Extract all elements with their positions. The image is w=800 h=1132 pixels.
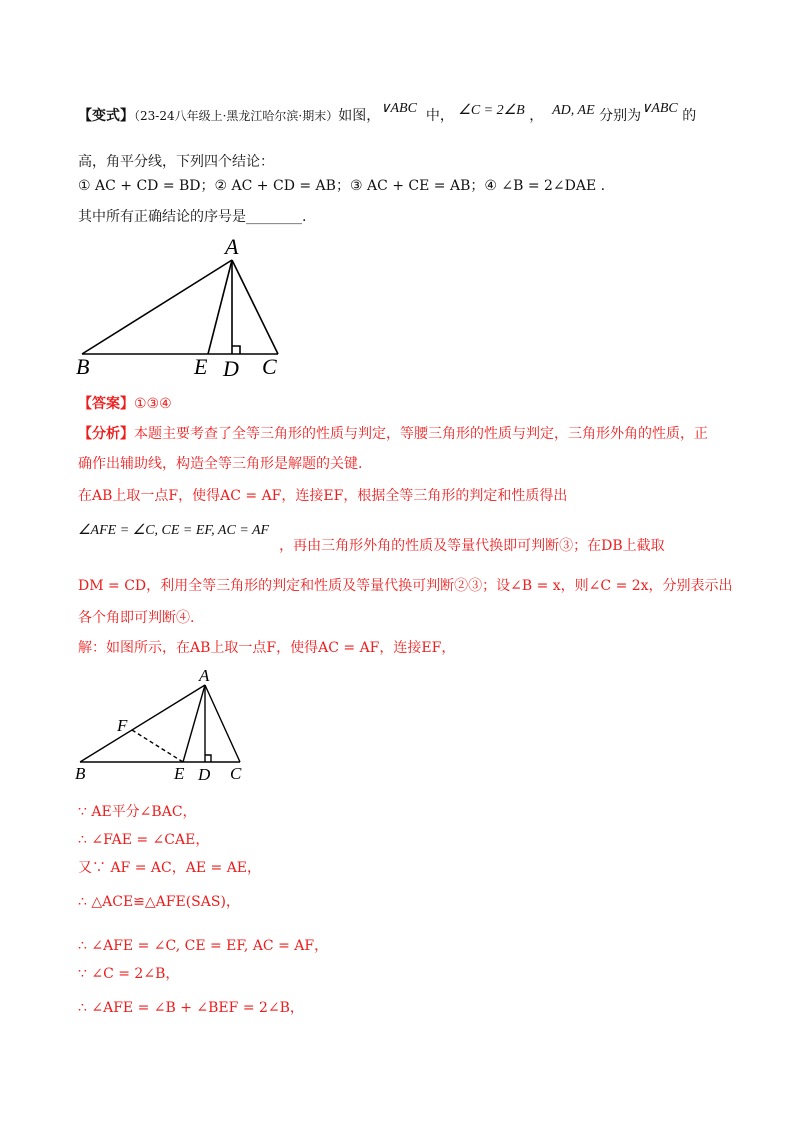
analysis-line-2: 确作出辅助线，构造全等三角形是解题的关键.: [78, 456, 363, 472]
fig1-label-C: C: [262, 354, 277, 379]
fig1-label-D: D: [223, 356, 239, 381]
problem-question: 其中所有正确结论的序号是________.: [78, 209, 307, 225]
solution-intro: 解：如图所示，在AB上取一点F，使得AC = AF，连接EF，: [78, 640, 456, 656]
triangle-figure-2: [70, 665, 260, 785]
analysis-line-4: ∠AFE = ∠C, CE = EF, AC = AF，再由三角形外角的性质及等量代换即可判断③；在DB上截取: [78, 523, 665, 554]
triangle-figure-1: [70, 232, 300, 382]
analysis-line-5: DM = CD，利用全等三角形的判定和性质及等量代换可判断②③；设∠B = x，则∠C = 2x，分别表示出: [78, 578, 733, 594]
fig2-label-B: B: [75, 764, 86, 783]
problem-line-2: 高，角平分线，下列四个结论：: [78, 154, 274, 170]
variant-tag: 【变式】: [78, 108, 134, 124]
fig1-label-A: A: [225, 234, 239, 259]
solution-step-5: ∴ ∠AFE = ∠C, CE = EF, AC = AF，: [78, 938, 329, 954]
analysis-line-1: 【分析】本题主要考查了全等三角形的性质与判定，等腰三角形的性质与判定，三角形外角的性质，正: [78, 426, 708, 442]
answer-value: ①③④: [134, 396, 172, 412]
fig2-label-C: C: [230, 764, 242, 783]
solution-step-1: ∵ AE平分∠BAC，: [78, 804, 197, 820]
answer-line: [78, 394, 172, 414]
analysis-label: 【分析】: [78, 426, 134, 442]
fig2-label-E: E: [174, 764, 185, 783]
fig2-label-A: A: [199, 666, 210, 685]
analysis-line-6: 各个角即可判断④.: [78, 610, 195, 626]
fig1-label-B: B: [76, 354, 90, 379]
problem-conclusions: ① AC + CD = BD；② AC + CD = AB；③ AC + CE = AB；④ ∠B = 2∠DAE .: [78, 178, 606, 194]
fig2-label-F: F: [117, 716, 128, 735]
fig2-label-D: D: [198, 765, 211, 784]
solution-step-4: ∴ △ACE≌△AFE(SAS)，: [78, 894, 240, 910]
solution-step-7: ∴ ∠AFE = ∠B + ∠BEF = 2∠B，: [78, 1000, 304, 1016]
problem-line-1: 【变式】（23-24八年级上·黑龙江哈尔滨·期末）如图，∨ABC 中， ∠C = 2∠B ， AD, AE 分别为∨ABC 的: [78, 101, 697, 124]
solution-step-6: ∵ ∠C = 2∠B，: [78, 966, 180, 982]
analysis-line-3: 在AB上取一点F，使得AC = AF，连接EF，根据全等三角形的判定和性质得出: [78, 488, 568, 504]
answer-label: 【答案】: [78, 396, 134, 412]
fig1-label-E: E: [194, 354, 208, 379]
problem-source: （23-24八年级上·黑龙江哈尔滨·期末）: [134, 109, 339, 123]
solution-step-2: ∴ ∠FAE = ∠CAE，: [78, 832, 210, 848]
solution-step-3: 又∵ AF = AC，AE = AE，: [78, 860, 262, 876]
